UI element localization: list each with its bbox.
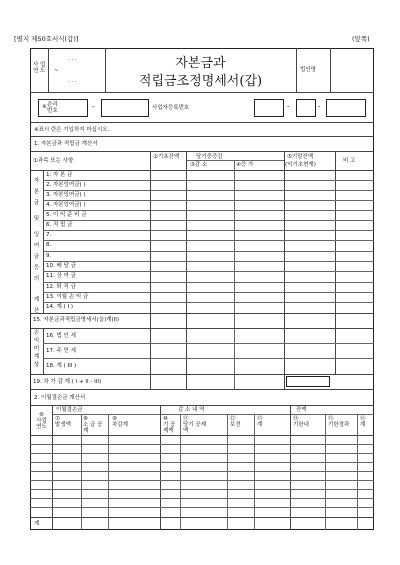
col-end-sub-header: (익기초현재): [285, 162, 316, 168]
row-10: 10. 배 당 금: [46, 263, 76, 269]
col-begin-header: ②기초잔액: [153, 154, 180, 160]
table-row: [30, 462, 374, 463]
row-18-total-III: 18. 계 ( III ): [46, 363, 77, 369]
title-line1: 자본금과: [175, 56, 226, 71]
row-6: 6. 적 립 금: [46, 222, 73, 228]
table-row: [30, 480, 374, 481]
col-end-header: ⑤기말잔액: [287, 154, 314, 160]
period-end[interactable]: · · ·: [68, 79, 77, 85]
notice-text: ※표시 란은 기입하지 마십시오.: [34, 127, 110, 133]
unrecorded-pl-group-label: 손 익 미 계 상: [33, 330, 40, 369]
row-3: 3. 자본잉여금( ): [46, 192, 86, 198]
col-loss-incurred: ⑦ 발생액: [55, 416, 71, 429]
col-loss-carryback: ⑧ 소 급 공 제: [83, 416, 103, 435]
row-1: 1. 자 본 금: [46, 172, 73, 178]
biz-no-part1[interactable]: [254, 99, 284, 117]
biz-no-part3[interactable]: [326, 99, 366, 117]
row-4: 4. 자본잉여금( ): [46, 202, 86, 208]
mgmt-mark: ※: [42, 104, 47, 110]
col-deduct-total: ⑬ 계: [257, 416, 263, 429]
period-tilde: ~: [54, 68, 59, 74]
row-12: 12. 퇴 직 금: [46, 284, 76, 290]
row-11: 11. 상 여 금: [46, 273, 76, 279]
net-total-box[interactable]: [286, 376, 330, 387]
col-note-header: 비 고: [343, 158, 356, 164]
corp-name-label: 법인명: [300, 67, 316, 73]
col-change-header: 당기중증감: [196, 154, 223, 160]
section1-heading: 1. 자본금과 적립금 계산서: [34, 141, 98, 147]
form-number: [별지 제50호서식(갑)]: [14, 35, 79, 43]
row-19-net-total: 19. 차 가 감 계 ( I + II - III): [33, 379, 102, 385]
table-row: [30, 444, 374, 445]
table-row: [30, 507, 374, 508]
table-row: [30, 489, 374, 490]
title-line2: 적립금조정명세서(갑): [138, 74, 263, 89]
row-16: 16. 법 인 세: [46, 333, 76, 339]
biz-no-label: 사업자등록번호: [152, 105, 190, 111]
col-item-header: ①과목 또는 사항: [33, 158, 74, 164]
col-year-header: ⑥ 사업 연도: [36, 412, 47, 431]
col-prior-deduction: ⑩ 기 공 제액: [163, 416, 176, 435]
period-label: 사 업 연 도: [33, 62, 46, 75]
row-8: 8.: [46, 242, 52, 248]
row-7: 7.: [46, 232, 52, 238]
table-row: [30, 453, 374, 454]
period-start[interactable]: · · ·: [68, 57, 77, 63]
row-13: 13. 이월 손 익 금: [46, 294, 89, 300]
table-row: [30, 498, 374, 499]
col-balance-total: ⑯ 계: [360, 416, 366, 429]
biz-no-part2[interactable]: [296, 99, 316, 117]
section2-heading: 2. 이월결손금 계산서: [34, 395, 86, 401]
row-15-total-II: 15. 자본금과적립금명세서(을)계(II): [33, 317, 120, 323]
col-loss-group-header: 이월결손금: [56, 407, 83, 413]
mgmt-no-label: 관리 번호: [47, 102, 58, 115]
col-balance-group-header: 잔액: [296, 407, 307, 413]
table-row: [30, 471, 374, 472]
row-17: 17. 주 민 세: [46, 348, 76, 354]
row-14-total-I: 14. 계 ( I ): [46, 304, 73, 310]
col-increase-header: ④증 가: [236, 162, 254, 168]
section2-total-label: 계: [34, 521, 40, 527]
row-9: 9.: [46, 253, 52, 259]
row-5: 5. 이 익 준 비 금: [46, 212, 87, 218]
col-expired: ⑮ 기한경과: [328, 416, 350, 429]
mgmt-no-suffix-box[interactable]: [101, 99, 149, 117]
col-loss-net: ⑨ 차감계: [112, 416, 128, 429]
col-within-limit: ⑭ 기한내: [293, 416, 309, 429]
row-2: 2. 자본잉여금( ): [46, 182, 86, 188]
col-compensation: ⑫ 보전: [230, 416, 241, 429]
col-current-deduction: ⑪ 당기 공제 액: [183, 416, 207, 435]
page-side: (앞쪽): [352, 35, 370, 43]
col-decrease-header: ③감 소: [190, 162, 208, 168]
capital-group-label: 자 본 금 및 잉 여 금 등 의 계 산: [33, 178, 40, 315]
col-deduct-group-header: 감 소 내 역: [178, 407, 205, 413]
